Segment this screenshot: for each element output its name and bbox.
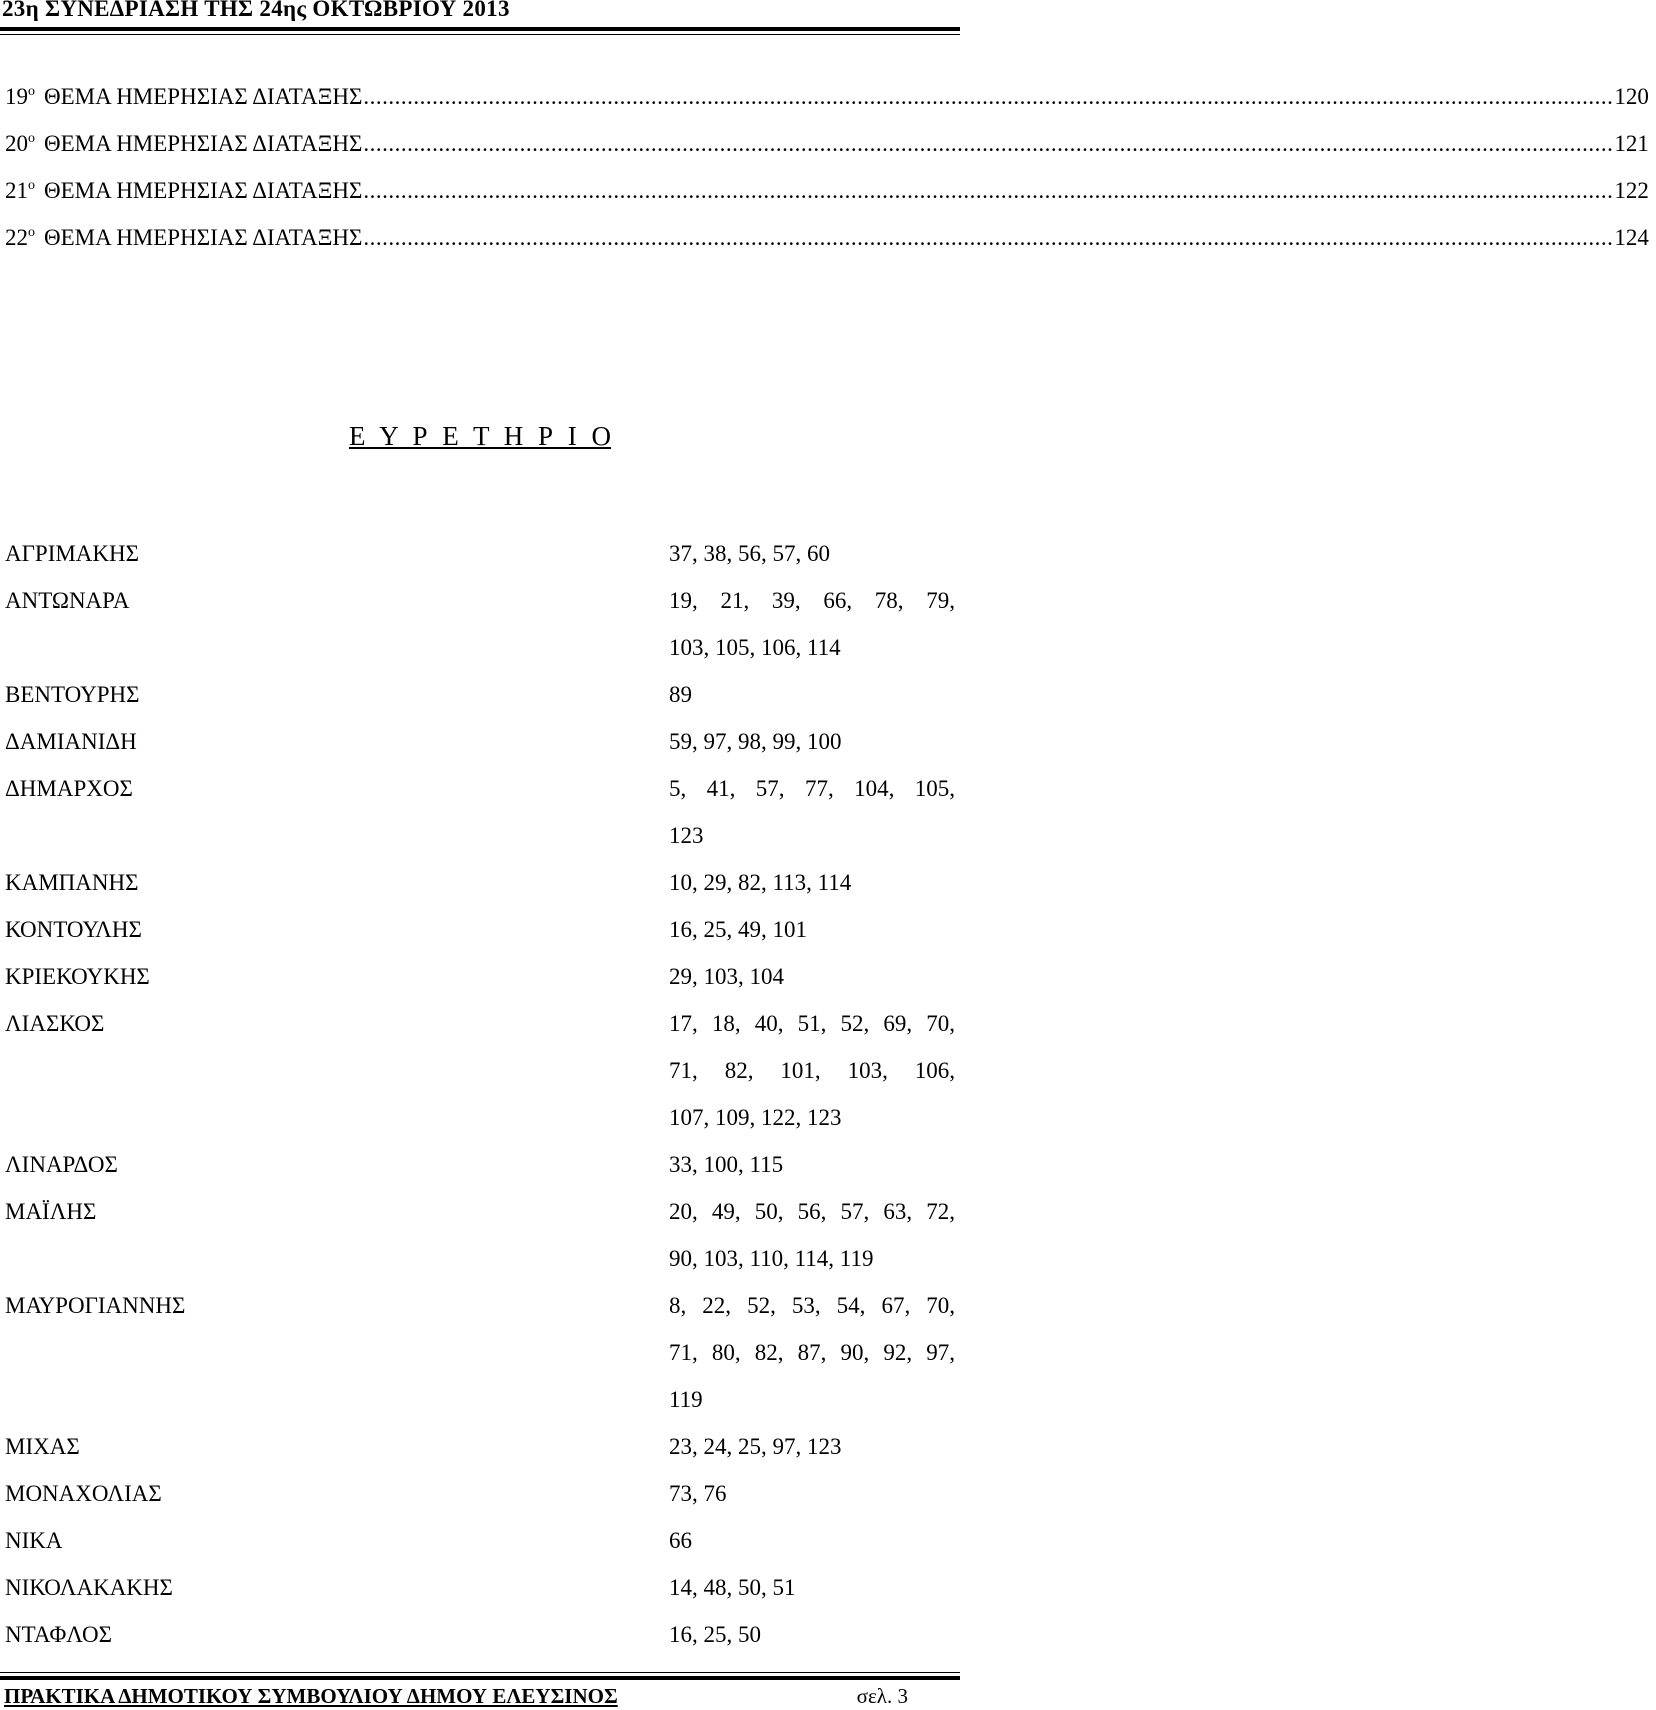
- toc-item-label: ΘΕΜΑ ΗΜΕΡΗΣΙΑΣ ΔΙΑΤΑΞΗΣ: [44, 131, 363, 156]
- toc-item-leader-dots: ........................................................................................................................................................................................................: [363, 84, 1614, 109]
- toc-item-leader-dots: ........................................................................................................................................................................................................: [363, 225, 1614, 250]
- index-entry: [5, 577, 955, 671]
- index-entry-name: ΜΑΪΛΗΣ: [5, 1199, 97, 1224]
- footer-title: ΠΡΑΚΤΙΚΑ ΔΗΜΟΤΙΚΟΥ ΣΥΜΒΟΥΛΙΟΥ ΔΗΜΟΥ ΕΛΕΥΣΙΝΟΣ: [4, 1684, 618, 1708]
- index-entry-name: ΝΙΚΑ: [5, 1528, 63, 1553]
- index-entry-pages-line: 107, 109, 122, 123: [669, 1105, 842, 1130]
- index-entry-name: ΜΑΥΡΟΓΙΑΝΝΗΣ: [5, 1293, 186, 1318]
- index-entry-pages-line: 66: [669, 1528, 692, 1553]
- index-entry-name: ΚΟΝΤΟΥΛΗΣ: [5, 917, 142, 942]
- index-entry: [5, 906, 955, 953]
- toc-item-number: $21^o$: [5, 178, 35, 203]
- index-entry-pages-line: 16, 25, 49, 101: [669, 917, 807, 942]
- index-entry-pages: [669, 1564, 955, 1611]
- index-entry: [5, 1423, 955, 1470]
- index-entry-pages-line: 20, 49, 50, 56, 57, 63, 72,: [669, 1199, 955, 1224]
- index-entry-pages-line: 119: [669, 1387, 703, 1412]
- toc-item-number: $22^o$: [5, 225, 35, 250]
- footer-rule-thin: [0, 1672, 960, 1673]
- index-entry: [5, 1188, 955, 1282]
- index-entry-pages: [669, 1188, 955, 1282]
- toc-item-leader-dots: ........................................................................................................................................................................................................: [363, 131, 1614, 156]
- index-entry-name: ΜΙΧΑΣ: [5, 1434, 80, 1459]
- index-list: [5, 530, 955, 1658]
- index-entry-pages: [669, 1141, 955, 1188]
- toc-item-page: 120: [1614, 84, 1649, 109]
- index-entry-pages-line: 14, 48, 50, 51: [669, 1575, 796, 1600]
- index-entry-name: ΑΝΤΩΝΑΡΑ: [5, 588, 130, 613]
- footer-rule-thick: [0, 1676, 960, 1680]
- index-entry-pages-line: 59, 97, 98, 99, 100: [669, 729, 842, 754]
- index-entry-name: ΚΡΙΕΚΟΥΚΗΣ: [5, 964, 150, 989]
- toc-item[interactable]: [5, 215, 1649, 262]
- toc-item-page: 122: [1614, 178, 1649, 203]
- header-rule-thin: [0, 34, 960, 35]
- index-entry-name: ΚΑΜΠΑΝΗΣ: [5, 870, 139, 895]
- index-entry-pages-line: 5, 41, 57, 77, 104, 105,: [669, 776, 955, 801]
- toc-item-label: ΘΕΜΑ ΗΜΕΡΗΣΙΑΣ ΔΙΑΤΑΞΗΣ: [44, 84, 363, 109]
- index-entry-pages-line: 37, 38, 56, 57, 60: [669, 541, 830, 566]
- index-entry-name: ΝΤΑΦΛΟΣ: [5, 1622, 113, 1647]
- toc-item-leader-dots: ........................................................................................................................................................................................................: [363, 178, 1614, 203]
- index-entry: [5, 1611, 955, 1658]
- index-entry: [5, 1141, 955, 1188]
- index-entry: [5, 859, 955, 906]
- index-title: Ε Υ Ρ Ε Τ Η Ρ Ι Ο: [348, 421, 612, 451]
- index-entry-pages: [669, 953, 955, 1000]
- footer-page-number: σελ. 3: [856, 1684, 908, 1708]
- toc-item[interactable]: [5, 168, 1649, 215]
- index-entry-pages: [669, 718, 955, 765]
- index-entry-pages: [669, 1423, 955, 1470]
- index-entry-pages: [669, 1517, 955, 1564]
- toc-item[interactable]: [5, 121, 1649, 168]
- index-entry-pages: [669, 1611, 955, 1658]
- toc-item-page: 124: [1614, 225, 1649, 250]
- index-entry-pages: [669, 1000, 955, 1141]
- index-entry: [5, 1282, 955, 1423]
- index-entry-pages-line: 89: [669, 682, 692, 707]
- index-entry-name: ΛΙΝΑΡΔΟΣ: [5, 1152, 118, 1177]
- index-entry-pages: [669, 859, 955, 906]
- index-entry-pages-line: 8, 22, 52, 53, 54, 67, 70,: [669, 1293, 955, 1318]
- index-entry-name: ΜΟΝΑΧΟΛΙΑΣ: [5, 1481, 162, 1506]
- index-entry-pages-line: 19, 21, 39, 66, 78, 79,: [669, 588, 955, 613]
- index-entry: [5, 1517, 955, 1564]
- index-entry-pages-line: 71, 82, 101, 103, 106,: [669, 1058, 955, 1083]
- index-entry-pages: [669, 765, 955, 859]
- index-entry-pages-line: 29, 103, 104: [669, 964, 784, 989]
- index-entry-pages-line: 71, 80, 82, 87, 90, 92, 97,: [669, 1340, 955, 1365]
- index-entry: [5, 765, 955, 859]
- toc-item-number: $20^o$: [5, 131, 35, 156]
- index-entry-pages: [669, 1470, 955, 1517]
- index-entry-pages-line: 10, 29, 82, 113, 114: [669, 870, 852, 895]
- header-rule-thick: [0, 27, 960, 31]
- index-entry-pages-line: 23, 24, 25, 97, 123: [669, 1434, 842, 1459]
- index-entry-name: ΒΕΝΤΟΥΡΗΣ: [5, 682, 140, 707]
- toc-item-label: ΘΕΜΑ ΗΜΕΡΗΣΙΑΣ ΔΙΑΤΑΞΗΣ: [44, 178, 363, 203]
- index-entry: [5, 1470, 955, 1517]
- table-of-contents: [5, 74, 1649, 262]
- index-entry: [5, 953, 955, 1000]
- index-entry-name: ΔΗΜΑΡΧΟΣ: [5, 776, 133, 801]
- toc-item[interactable]: [5, 74, 1649, 121]
- toc-item-page: 121: [1614, 131, 1649, 156]
- index-entry-pages: [669, 671, 955, 718]
- index-entry: [5, 1564, 955, 1611]
- page-header-title: 23η ΣΥΝΕΔΡΙΑΣΗ ΤΗΣ 24ης ΟΚΤΩΒΡΙΟΥ 2013: [2, 0, 510, 21]
- index-entry-name: ΛΙΑΣΚΟΣ: [5, 1011, 105, 1036]
- index-entry: [5, 1000, 955, 1141]
- index-entry-pages-line: 103, 105, 106, 114: [669, 635, 841, 660]
- index-entry-pages: [669, 1282, 955, 1423]
- index-entry: [5, 671, 955, 718]
- index-entry-pages-line: 90, 103, 110, 114, 119: [669, 1246, 874, 1271]
- index-entry-name: ΝΙΚΟΛΑΚΑΚΗΣ: [5, 1575, 173, 1600]
- toc-item-number: $19^o$: [5, 84, 35, 109]
- index-entry-pages: [669, 577, 955, 671]
- index-entry-pages-line: 16, 25, 50: [669, 1622, 761, 1647]
- index-entry-pages-line: 73, 76: [669, 1481, 727, 1506]
- index-entry-pages-line: 17, 18, 40, 51, 52, 69, 70,: [669, 1011, 955, 1036]
- index-entry: [5, 530, 955, 577]
- toc-item-label: ΘΕΜΑ ΗΜΕΡΗΣΙΑΣ ΔΙΑΤΑΞΗΣ: [44, 225, 363, 250]
- index-entry-pages: [669, 906, 955, 953]
- index-entry-pages: [669, 530, 955, 577]
- index-entry-pages-line: 123: [669, 823, 704, 848]
- index-entry-pages-line: 33, 100, 115: [669, 1152, 784, 1177]
- index-entry-name: ΔΑΜΙΑΝΙΔΗ: [5, 729, 137, 754]
- index-entry: [5, 718, 955, 765]
- index-entry-name: ΑΓΡΙΜΑΚΗΣ: [5, 541, 140, 566]
